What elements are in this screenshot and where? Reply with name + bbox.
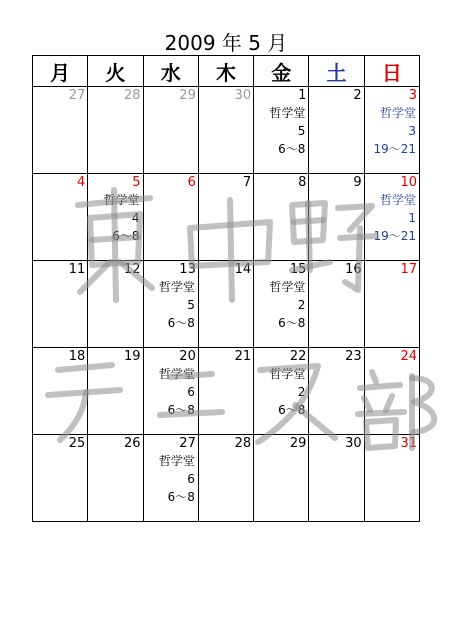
day-cell (88, 261, 143, 348)
day-number: 4 (77, 175, 86, 190)
event-line: 19～21 (373, 142, 416, 156)
day-cell (88, 435, 143, 522)
event-line: 5 (297, 124, 306, 138)
day-cell (254, 348, 309, 435)
day-number: 28 (234, 436, 252, 451)
week-row (33, 435, 420, 522)
event-line: 哲学堂 (379, 106, 416, 120)
day-number: 8 (298, 175, 307, 190)
day-cell (33, 261, 88, 348)
day-number: 5 (132, 175, 141, 190)
week-row (33, 261, 420, 348)
day-number: 19 (124, 349, 141, 364)
day-cell (88, 348, 143, 435)
calendar-grid (32, 55, 420, 522)
weekday-header (309, 56, 364, 87)
week-row (33, 348, 420, 435)
day-number: 24 (400, 349, 417, 364)
day-cell (88, 174, 143, 261)
day-cell (143, 261, 198, 348)
day-cell (198, 174, 253, 261)
event-line: 哲学堂 (158, 280, 195, 294)
day-number: 27 (68, 88, 86, 103)
day-number: 9 (353, 175, 362, 190)
day-number: 29 (289, 436, 307, 451)
weekday-label: 水 (160, 60, 181, 85)
event-line: 3 (408, 124, 416, 138)
day-number: 3 (408, 88, 417, 103)
day-number: 11 (68, 262, 86, 277)
day-number: 13 (179, 262, 196, 277)
day-number: 25 (68, 436, 86, 451)
day-cell (309, 174, 364, 261)
day-cell (198, 348, 253, 435)
day-number: 10 (400, 175, 417, 190)
day-cell (309, 87, 364, 174)
event-line: 哲学堂 (269, 367, 306, 381)
day-number: 12 (124, 262, 141, 277)
event-line: 5 (187, 298, 195, 312)
weekday-label: 日 (381, 60, 402, 85)
day-number: 29 (179, 88, 196, 103)
day-cell (254, 174, 309, 261)
day-number: 6 (187, 175, 196, 190)
day-cell (143, 174, 198, 261)
event-line: 6～8 (167, 316, 195, 330)
weekday-label: 土 (326, 60, 347, 85)
day-cell (143, 348, 198, 435)
day-cell (88, 87, 143, 174)
day-number: 2 (353, 88, 362, 103)
day-cell (254, 261, 309, 348)
event-line: 6～8 (278, 403, 306, 417)
day-number: 21 (234, 349, 252, 364)
event-line: 哲学堂 (103, 193, 140, 207)
event-line: 哲学堂 (269, 280, 306, 294)
day-cell (309, 261, 364, 348)
day-cell (198, 261, 253, 348)
weekday-header (364, 56, 419, 87)
event-line: 哲学堂 (269, 106, 306, 120)
day-cell (364, 174, 419, 261)
day-cell (254, 87, 309, 174)
event-line: 哲学堂 (158, 367, 195, 381)
day-cell (364, 87, 419, 174)
day-cell (309, 435, 364, 522)
day-number: 22 (289, 349, 307, 364)
day-number: 17 (400, 262, 417, 277)
event-line: 哲学堂 (158, 454, 195, 468)
day-cell (198, 87, 253, 174)
day-number: 7 (242, 175, 252, 190)
weekday-label: 月 (50, 60, 71, 85)
weekday-label: 火 (105, 60, 126, 85)
day-number: 1 (298, 88, 307, 103)
event-line: 6～8 (278, 316, 306, 330)
weekday-header (254, 56, 309, 87)
weekday-label: 金 (271, 60, 292, 85)
week-row (33, 174, 420, 261)
day-cell (143, 87, 198, 174)
day-number: 28 (124, 88, 141, 103)
day-cell (143, 435, 198, 522)
day-number: 30 (345, 436, 362, 451)
day-number: 14 (234, 262, 252, 277)
day-cell (364, 348, 419, 435)
day-number: 15 (289, 262, 307, 277)
day-cell (33, 435, 88, 522)
day-number: 23 (345, 349, 362, 364)
event-line: 6～8 (278, 142, 306, 156)
day-number: 20 (179, 349, 196, 364)
day-cell (309, 348, 364, 435)
event-line: 6 (187, 472, 195, 486)
event-line: 1 (408, 211, 416, 225)
day-cell (364, 435, 419, 522)
weekday-header-row (33, 56, 420, 87)
event-line: 6 (187, 385, 195, 399)
calendar-title: 2009 年 5 月 (164, 31, 288, 55)
event-line: 6～8 (167, 490, 195, 504)
event-line: 19～21 (373, 229, 416, 243)
event-line: 2 (297, 385, 306, 399)
event-line: 6～8 (167, 403, 195, 417)
weekday-header (143, 56, 198, 87)
event-line: 哲学堂 (379, 193, 416, 207)
weekday-header (88, 56, 143, 87)
day-cell (364, 261, 419, 348)
day-number: 18 (68, 349, 86, 364)
day-number: 16 (345, 262, 362, 277)
weekday-header (33, 56, 88, 87)
day-cell (33, 87, 88, 174)
event-line: 6～8 (112, 229, 140, 243)
week-row (33, 87, 420, 174)
event-line: 2 (297, 298, 306, 312)
day-cell (33, 348, 88, 435)
weekday-header (198, 56, 253, 87)
day-cell (254, 435, 309, 522)
day-number: 31 (400, 436, 417, 451)
day-number: 30 (234, 88, 252, 103)
weekday-label: 木 (215, 60, 236, 85)
day-number: 26 (124, 436, 141, 451)
day-cell (198, 435, 253, 522)
day-cell (33, 174, 88, 261)
day-number: 27 (179, 436, 196, 451)
event-line: 4 (131, 211, 140, 225)
